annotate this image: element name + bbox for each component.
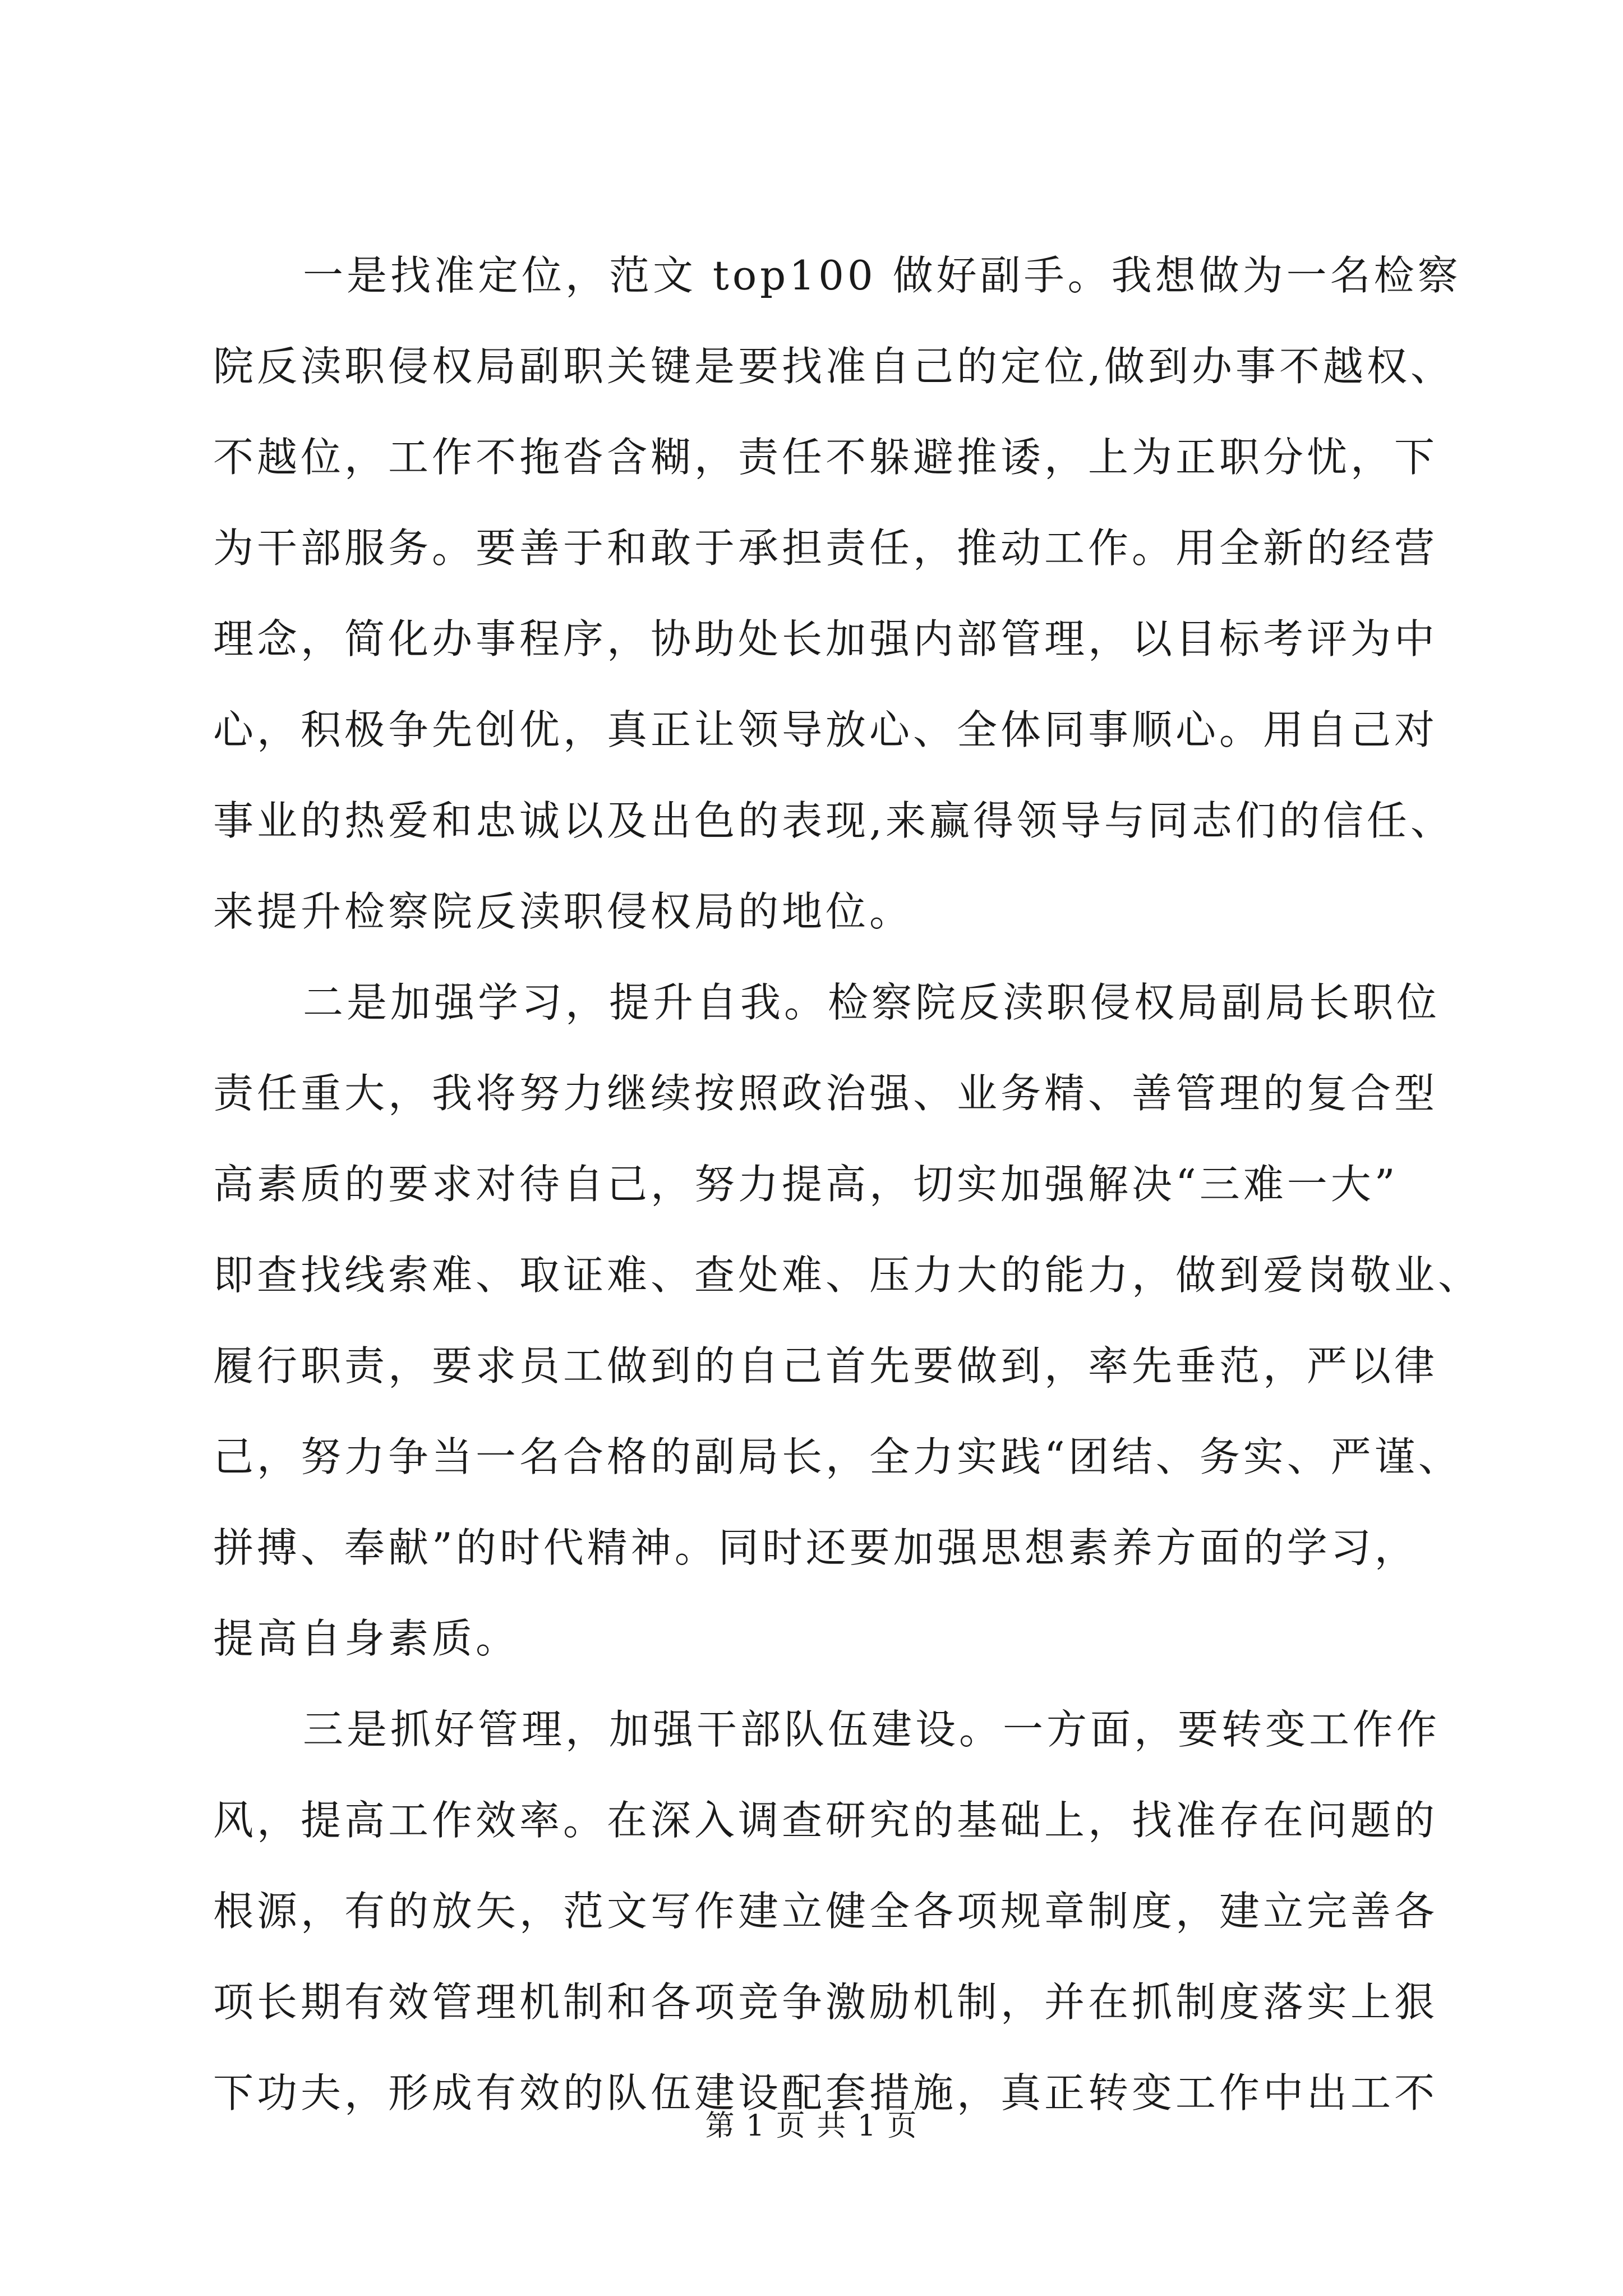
page-footer: 第 1 页 共 1 页 bbox=[705, 2109, 918, 2143]
paragraph-2-line-1: 二是加强学习，提升自我。检察院反渎职侵权局副局长职位 bbox=[303, 979, 1441, 1026]
paragraph-3-line-5: 下功夫，形成有效的队伍建设配套措施，真正转变工作中出工不 bbox=[213, 2069, 1438, 2116]
paragraph-2-line-2: 责任重大，我将努力继续按照政治强、业务精、善管理的复合型 bbox=[213, 1070, 1438, 1117]
paragraph-1-line-8: 来提升检察院反渎职侵权局的地位。 bbox=[213, 888, 914, 935]
paragraph-2-line-5: 履行职责，要求员工做到的自己首先要做到，率先垂范，严以律 bbox=[213, 1342, 1438, 1389]
paragraph-2-line-3: 高素质的要求对待自己，努力提高，切实加强解决“三难一大” bbox=[213, 1161, 1399, 1208]
paragraph-1-line-3: 不越位，工作不拖沓含糊，责任不躲避推诿，上为正职分忧，下 bbox=[213, 434, 1438, 481]
paragraph-2-line-8: 提高自身素质。 bbox=[213, 1615, 520, 1662]
paragraph-1-line-2: 院反渎职侵权局副职关键是要找准自己的定位,做到办事不越权、 bbox=[213, 343, 1454, 390]
paragraph-2-line-6: 己，努力争当一名合格的副局长，全力实践“团结、务实、严谨、 bbox=[213, 1433, 1462, 1480]
paragraph-2-line-4: 即查找线索难、取证难、查处难、压力大的能力，做到爱岗敬业、 bbox=[213, 1251, 1482, 1299]
paragraph-3-line-2: 风，提高工作效率。在深入调查研究的基础上，找准存在问题的 bbox=[213, 1797, 1438, 1844]
paragraph-3-line-3: 根源，有的放矢，范文写作建立健全各项规章制度，建立完善各 bbox=[213, 1888, 1438, 1935]
paragraph-1-line-1: 一是找准定位，范文 top100 做好副手。我想做为一名检察 bbox=[303, 252, 1461, 299]
paragraph-3-line-4: 项长期有效管理机制和各项竞争激励机制，并在抓制度落实上狠 bbox=[213, 1978, 1438, 2026]
document-body bbox=[213, 230, 1482, 2138]
paragraph-3-line-1: 三是抓好管理，加强干部队伍建设。一方面，要转变工作作 bbox=[303, 1706, 1441, 1753]
paragraph-1-line-5: 理念，简化办事程序，协助处长加强内部管理，以目标考评为中 bbox=[213, 615, 1438, 662]
paragraph-1-line-6: 心，积极争先创优，真正让领导放心、全体同事顺心。用自己对 bbox=[213, 706, 1438, 753]
paragraph-1-line-7: 事业的热爱和忠诚以及出色的表现,来赢得领导与同志们的信任、 bbox=[213, 797, 1454, 844]
paragraph-1-line-4: 为干部服务。要善于和敢于承担责任，推动工作。用全新的经营 bbox=[213, 524, 1438, 572]
paragraph-2-line-7: 拼搏、奉献”的时代精神。同时还要加强思想素养方面的学习， bbox=[213, 1524, 1418, 1571]
